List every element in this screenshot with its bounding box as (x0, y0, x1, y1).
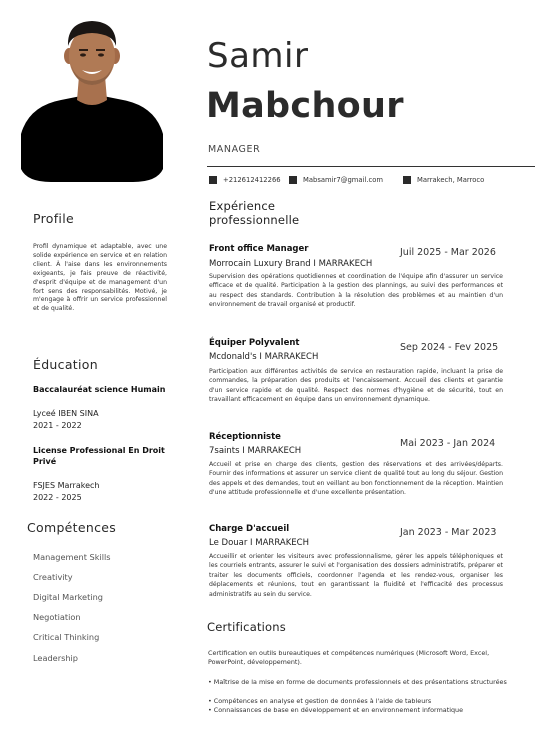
skill-item: Creativity (33, 572, 73, 582)
education-years: 2022 - 2025 (33, 493, 82, 502)
job-title: Charge D'accueil (209, 524, 290, 534)
contact-location (403, 176, 484, 184)
email-text: Mabsamir7@gmail.com (303, 176, 384, 184)
first-name: Samir (207, 36, 309, 76)
skill-item: Negotiation (33, 612, 81, 622)
skill-item: Leadership (33, 653, 78, 663)
job-description: Participation aux différentes activités de service en restauration rapide, incluant la prise de commandes, la préparation des produits et l'encaissement. Accueil des clients et garantie d'un service rapide et de qualité. Respect des normes d'hygiène et de sécurité, tout en travaillant efficacement en équipe dans un environnement dynamique. (209, 368, 503, 404)
header-divider (207, 166, 535, 167)
profile-photo (21, 14, 163, 182)
job-title: Équiper Polyvalent (209, 338, 300, 348)
certification-item: • Compétences en analyse et gestion de données à l'aide de tableurs (208, 697, 432, 705)
certifications-heading: Certifications (207, 620, 286, 634)
experience-heading: Expérience professionnelle (209, 199, 300, 227)
contact-phone (209, 176, 281, 184)
job-company: Le Douar I MARRAKECH (209, 538, 309, 548)
contact-email[interactable] (289, 176, 383, 184)
job-title: Réceptionniste (209, 432, 281, 442)
job-description: Accueillir et orienter les visiteurs avec professionnalisme, gérer les appels téléphoniques et les courriels entrants, assurer le suivi et l'organisation des dossiers administratifs, préparer et traiter les documents officiels, coordonner l'agenda et les rendez-vous, organiser les déplacements et réunions, tout en garantissant la fluidité et l'efficacité des processus administratifs au sein du service. (209, 553, 503, 598)
education-years: 2021 - 2022 (33, 421, 82, 430)
skill-item: Management Skills (33, 552, 111, 562)
education-degree: Baccalauréat science Humain (33, 385, 166, 394)
education-school: Lyceé IBEN SINA (33, 409, 99, 418)
job-dates: Mai 2023 - Jan 2024 (400, 438, 496, 449)
skill-item: Digital Marketing (33, 592, 103, 602)
job-title: Front office Manager (209, 244, 309, 254)
job-dates: Jan 2023 - Mar 2023 (400, 527, 497, 538)
skill-item: Critical Thinking (33, 632, 100, 642)
education-degree: License Professional En Droit Privé (33, 446, 165, 466)
certification-item: • Maîtrise de la mise en forme de documents professionnels et des présentations structurées (208, 678, 507, 686)
certification-item: • Connaissances de base en développement et en environnement informatique (208, 706, 464, 714)
skills-heading: Compétences (27, 520, 117, 535)
square-bullet-icon (289, 176, 297, 184)
job-company: Mcdonald's I MARRAKECH (209, 352, 319, 362)
job-dates: Juil 2025 - Mar 2026 (400, 247, 496, 258)
profile-text: Profil dynamique et adaptable, avec une solide expérience en service et en relation client. À l'aise dans les environnements exigeants, je fais preuve de réactivité, d'esprit d'équipe et de management d'un fort sens des responsabilités. Motivé, je m'engage à offrir un service professionnel et de qualité. (33, 243, 167, 313)
square-bullet-icon (403, 176, 411, 184)
job-description: Accueil et prise en charge des clients, gestion des réservations et des arrivées/départs. Fournir des informations et assurer un service client de qualité tout au long du séjour. Gestion des appels et des demandes, tout en veillant au bon fonctionnement de la réception. Maintien d'une attitude professionnelle et d'une excellente présentation. (209, 461, 503, 497)
square-bullet-icon (209, 176, 217, 184)
job-company: Morrocain Luxury Brand I MARRAKECH (209, 259, 373, 269)
profile-heading: Profile (33, 211, 74, 226)
location-text: Marrakech, Marroco (417, 176, 485, 184)
education-school: FSJES Marrakech (33, 481, 100, 490)
phone-text: +212612412266 (223, 176, 281, 184)
certification-intro: Certification en outils bureautiques et compétences numériques (Microsoft Word, Excel, PowerPoint, développement). (208, 649, 490, 667)
last-name: Mabchour (206, 86, 404, 126)
job-company: 7saints I MARRAKECH (209, 446, 302, 456)
job-dates: Sep 2024 - Fev 2025 (400, 342, 499, 353)
job-headline: MANAGER (208, 144, 261, 155)
education-heading: Éducation (33, 357, 98, 372)
job-description: Supervision des opérations quotidiennes et coordination de l'équipe afin d'assurer un service efficace et de qualité. Participation à la gestion des plannings, au suivi des performances et au respect des standards. Contribution à la résolution des problèmes et au maintien d'un environnement de travail organisé et productif. (209, 273, 503, 309)
